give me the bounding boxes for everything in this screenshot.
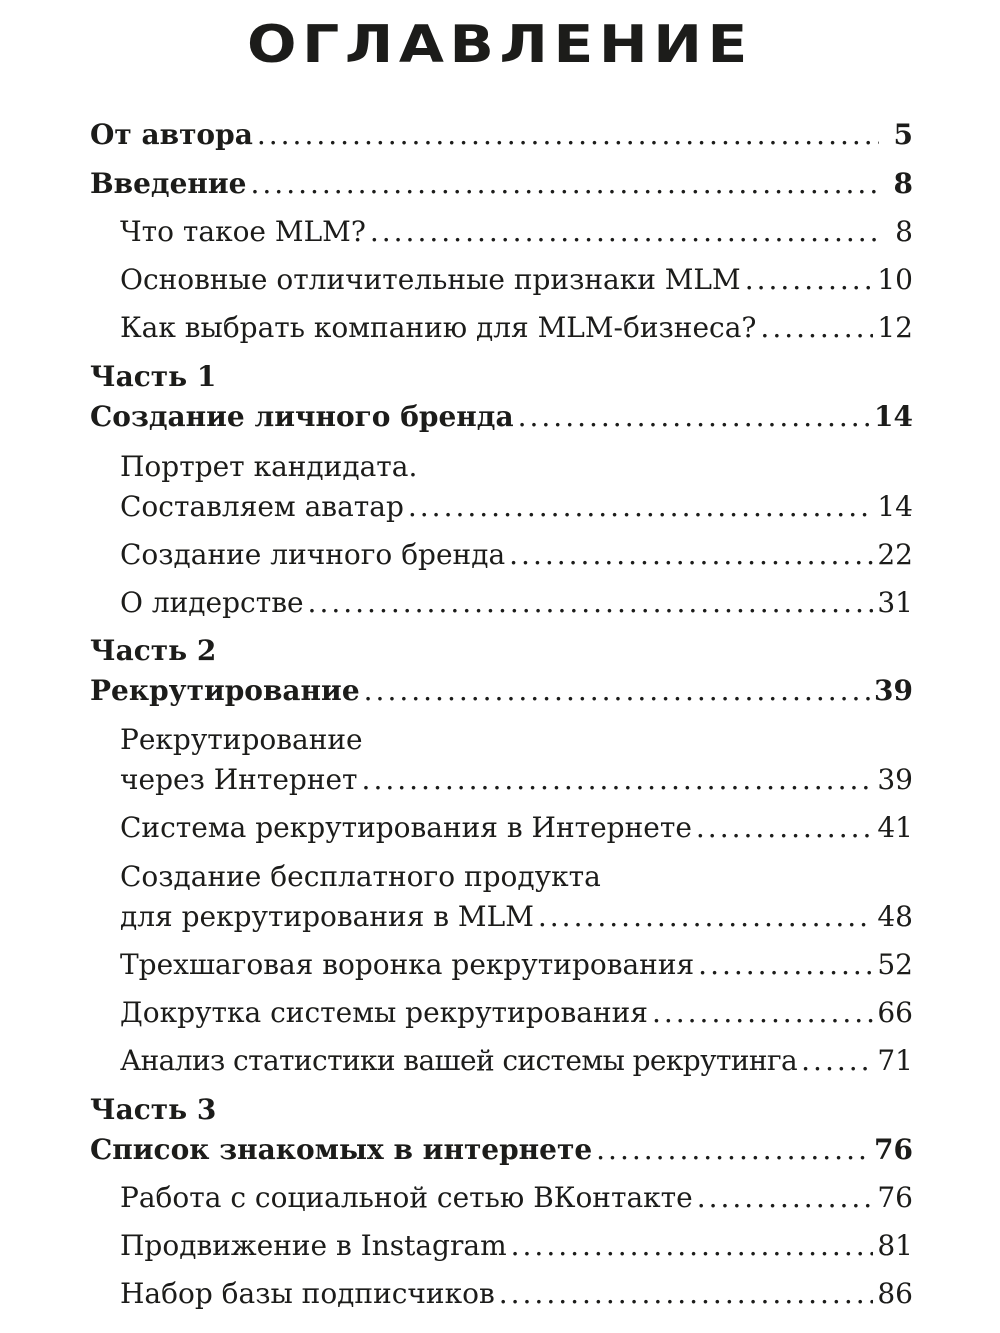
entry-page-number: 71 (877, 1044, 913, 1077)
toc-entry[interactable] (120, 1274, 913, 1314)
dot-leader (364, 671, 870, 711)
dot-leader (538, 897, 873, 937)
entry-page-number: 22 (877, 538, 913, 571)
entry-page-number: 66 (877, 996, 913, 1029)
part-heading: Часть 1 (90, 360, 217, 393)
dot-leader (745, 260, 874, 300)
entry-page-number: 86 (877, 1277, 913, 1310)
entry-label: Работа с социальной сетью ВКонтакте (120, 1181, 693, 1214)
entry-label: Докрутка системы рекрутирования (120, 996, 648, 1029)
entry-page-number: 41 (877, 811, 913, 844)
toc-entry[interactable] (120, 487, 913, 527)
entry-label: От автора (90, 118, 253, 151)
dot-leader (696, 808, 873, 848)
dot-leader (257, 115, 879, 155)
toc-entry[interactable] (120, 260, 913, 300)
entry-page-number: 14 (874, 400, 913, 433)
entry-label: Составляем аватар (120, 490, 404, 523)
toc-entry[interactable] (120, 808, 913, 848)
dot-leader (698, 945, 873, 985)
dot-leader (362, 760, 874, 800)
entry-label: Трехшаговая воронка рекрутирования (120, 948, 695, 981)
entry-page-number: 12 (877, 311, 913, 344)
dot-leader (801, 1041, 873, 1081)
entry-label-line1: Портрет кандидата. (120, 450, 418, 483)
entry-label: Система рекрутирования в Интернете (120, 811, 692, 844)
entry-page-number: 39 (877, 763, 913, 796)
dot-leader (760, 308, 873, 348)
dot-leader (596, 1130, 870, 1170)
toc-entry[interactable] (120, 897, 913, 937)
dot-leader (499, 1274, 874, 1314)
dot-leader (370, 212, 879, 252)
entry-page-number: 10 (877, 263, 913, 296)
toc-entry[interactable] (120, 212, 913, 252)
entry-label: О лидерстве (120, 586, 304, 619)
entry-label: Продвижение в Instagram (120, 1229, 507, 1262)
toc-entry[interactable] (120, 1041, 913, 1081)
entry-page-number: 39 (874, 674, 913, 707)
toc-entry[interactable] (90, 671, 913, 711)
entry-label: Набор базы подписчиков (120, 1277, 495, 1310)
entry-page-number: 31 (877, 586, 913, 619)
toc-entry[interactable] (90, 115, 913, 155)
entry-label: через Интернет (120, 763, 358, 796)
toc-entry[interactable] (90, 164, 913, 204)
page-title: ОГЛАВЛЕНИЕ (247, 15, 753, 75)
entry-label: Анализ статистики вашей системы рекрутинга (120, 1044, 798, 1077)
dot-leader (652, 993, 873, 1033)
dot-leader (511, 1226, 874, 1266)
toc-entry[interactable] (120, 308, 913, 348)
entry-page-number: 14 (877, 490, 913, 523)
entry-page-number: 52 (877, 948, 913, 981)
toc-entry[interactable] (120, 945, 913, 985)
entry-label: Создание личного бренда (90, 400, 514, 433)
entry-label: Создание личного бренда (120, 538, 506, 571)
entry-label: Список знакомых в интернете (90, 1133, 593, 1166)
toc-entry[interactable] (120, 760, 913, 800)
entry-page-number: 76 (874, 1133, 913, 1166)
dot-leader (697, 1178, 874, 1218)
entry-page-number: 8 (893, 167, 913, 200)
dot-leader (408, 487, 873, 527)
entry-page-number: 81 (877, 1229, 913, 1262)
entry-page-number: 8 (895, 215, 913, 248)
entry-page-number: 76 (877, 1181, 913, 1214)
dot-leader (509, 535, 873, 575)
entry-label: Рекрутирование (90, 674, 360, 707)
part-heading: Часть 2 (90, 634, 217, 667)
entry-label: Как выбрать компанию для MLM-бизнеса? (120, 311, 757, 344)
entry-page-number: 5 (893, 118, 913, 151)
entry-label: Что такое MLM? (120, 215, 366, 248)
dot-leader (308, 583, 874, 623)
part-heading: Часть 3 (90, 1093, 217, 1126)
toc-entry[interactable] (120, 993, 913, 1033)
dot-leader (518, 397, 870, 437)
entry-label: Основные отличительные признаки MLM (120, 263, 741, 296)
toc-entry[interactable] (120, 1226, 913, 1266)
entry-page-number: 48 (877, 900, 913, 933)
entry-label: для рекрутирования в MLM (120, 900, 534, 933)
toc-entry[interactable] (120, 583, 913, 623)
toc-entry[interactable] (120, 535, 913, 575)
toc-entry[interactable] (90, 1130, 913, 1170)
entry-label: Введение (90, 167, 247, 200)
entry-label-line1: Создание бесплатного продукта (120, 860, 601, 893)
toc-entry[interactable] (120, 1178, 913, 1218)
dot-leader (251, 164, 880, 204)
entry-label-line1: Рекрутирование (120, 723, 363, 756)
toc-entry[interactable] (90, 397, 913, 437)
